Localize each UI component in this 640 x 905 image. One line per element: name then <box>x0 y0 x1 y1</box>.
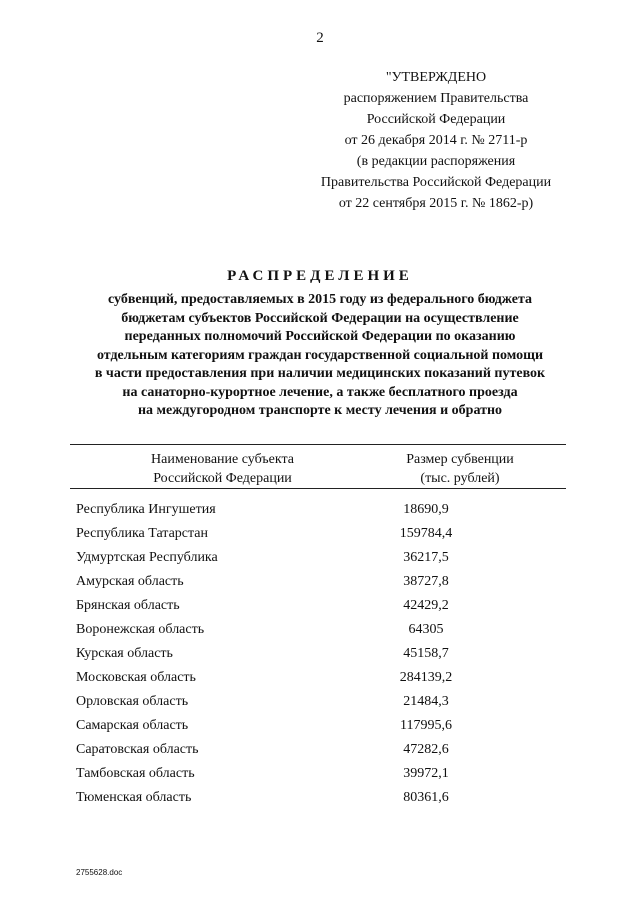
table-row <box>76 500 566 524</box>
region-name: Саратовская область <box>76 742 199 757</box>
column-header-line: (тыс. рублей) <box>420 471 500 486</box>
subtitle-line: отдельным категориям граждан государственной социальной помощи <box>96 347 544 363</box>
subvention-amount: 47282,6 <box>403 742 449 757</box>
approval-line: Правительства Российской Федерации <box>320 175 552 190</box>
table-row <box>76 644 566 668</box>
table-row <box>76 524 566 548</box>
subvention-amount: 117995,6 <box>400 718 452 733</box>
subvention-amount: 39972,1 <box>403 766 449 781</box>
region-name: Курская область <box>76 646 173 661</box>
table-row <box>76 620 566 644</box>
file-reference: 2755628.doc <box>76 868 123 877</box>
subvention-amount: 80361,6 <box>403 790 449 805</box>
approval-line: от 26 декабря 2014 г. № 2711-р <box>344 133 528 148</box>
table-row <box>76 548 566 572</box>
table-top-rule <box>70 444 566 445</box>
approval-block <box>296 67 576 214</box>
approval-line: "УТВЕРЖДЕНО <box>385 70 487 85</box>
subvention-amount: 284139,2 <box>399 670 453 685</box>
table-row <box>76 692 566 716</box>
page-number: 2 <box>316 30 324 46</box>
region-name: Амурская область <box>76 574 184 589</box>
subvention-amount: 21484,3 <box>403 694 449 709</box>
subvention-amount: 38727,8 <box>403 574 449 589</box>
column-header-line: Российской Федерации <box>153 471 292 486</box>
subvention-amount: 36217,5 <box>403 550 449 565</box>
subtitle-line: на междугородном транспорте к месту лечения и обратно <box>137 403 503 418</box>
column-header-amount <box>360 450 560 488</box>
approval-line: распоряжением Правительства <box>343 91 529 106</box>
table-row <box>76 596 566 620</box>
subvention-amount: 45158,7 <box>403 646 449 661</box>
approval-line: Российской Федерации <box>366 112 506 127</box>
table-header-rule <box>70 488 566 489</box>
region-name: Удмуртская Республика <box>76 550 218 565</box>
region-name: Республика Татарстан <box>76 526 209 541</box>
region-name: Тамбовская область <box>76 766 195 781</box>
region-name: Самарская область <box>76 718 189 733</box>
column-header-line: Наименование субъекта <box>151 452 294 467</box>
column-header-region <box>110 450 335 488</box>
region-name: Московская область <box>76 670 196 685</box>
subvention-amount: 159784,4 <box>399 526 453 541</box>
approval-line: (в редакции распоряжения <box>356 154 516 169</box>
subvention-table <box>76 500 566 812</box>
subtitle-line: переданных полномочий Российской Федерации по оказанию <box>124 329 516 344</box>
region-name: Орловская область <box>76 694 189 709</box>
region-name: Тюменская область <box>76 790 192 805</box>
table-row <box>76 572 566 596</box>
region-name: Воронежская область <box>76 622 205 637</box>
table-row <box>76 716 566 740</box>
document-title: РАСПРЕДЕЛЕНИЕ <box>227 268 413 284</box>
subvention-amount: 42429,2 <box>403 598 449 613</box>
subtitle-line: бюджетам субъектов Российской Федерации на осуществление <box>121 310 519 326</box>
table-row <box>76 764 566 788</box>
subtitle-line: в части предоставления при наличии медицинских показаний путевок <box>94 366 546 381</box>
region-name: Брянская область <box>76 598 180 613</box>
region-name: Республика Ингушетия <box>76 502 216 517</box>
approval-line: от 22 сентября 2015 г. № 1862-р) <box>338 196 534 211</box>
subvention-amount: 64305 <box>408 622 444 637</box>
subvention-amount: 18690,9 <box>403 502 449 517</box>
table-row <box>76 788 566 812</box>
table-row <box>76 740 566 764</box>
table-row <box>76 668 566 692</box>
subtitle-line: на санаторно-курортное лечение, а также бесплатного проезда <box>122 384 518 400</box>
column-header-line: Размер субвенции <box>406 452 514 467</box>
subtitle-line: субвенций, предоставляемых в 2015 году из федерального бюджета <box>108 292 532 307</box>
document-subtitle <box>60 291 580 421</box>
